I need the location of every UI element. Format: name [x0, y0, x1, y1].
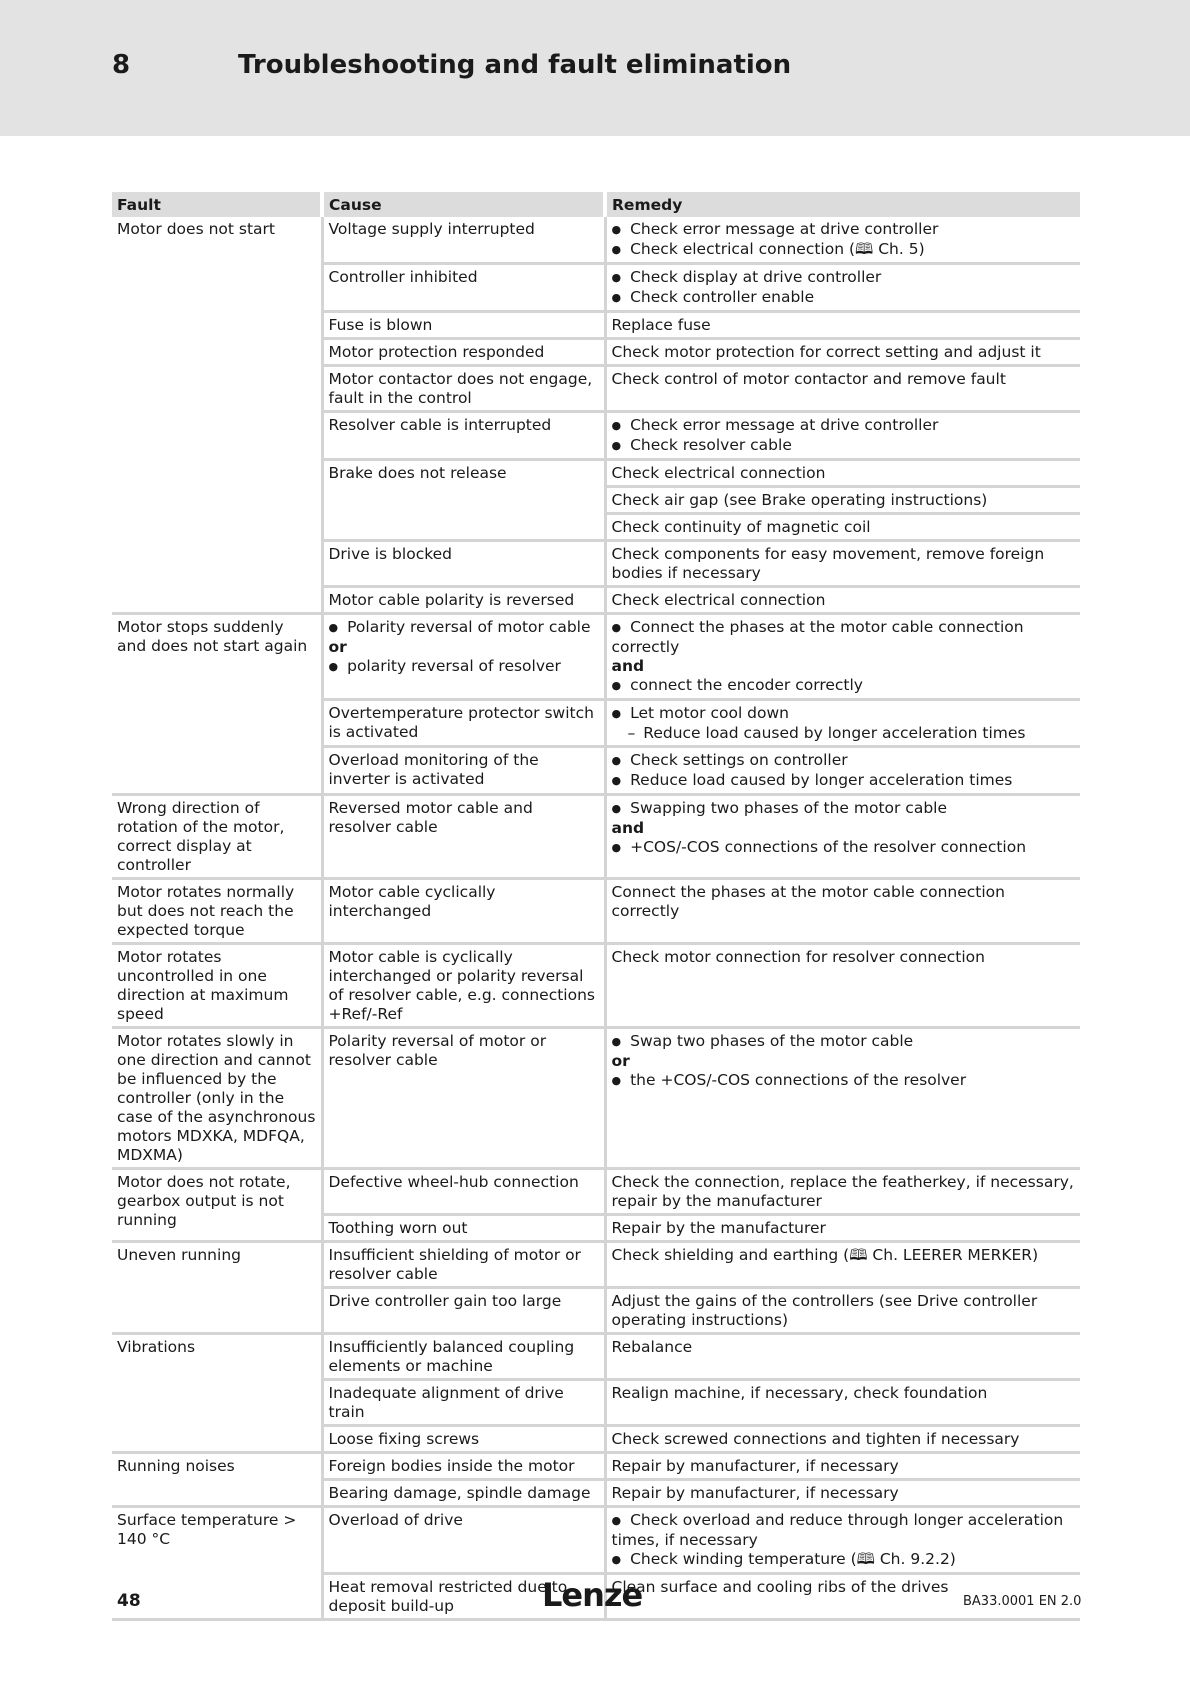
conjunction: and [611, 819, 645, 837]
remedy-cell [605, 541, 1080, 587]
cell-text: Repair by manufacturer, if necessary [611, 1457, 899, 1475]
cell-text: Check electrical connection [611, 591, 826, 609]
remedy-cell [605, 795, 1080, 879]
cause-cell: Insufficient shielding of motor or resolver cable [322, 1242, 605, 1288]
table-row [112, 1028, 1080, 1169]
table-body [112, 217, 1080, 1620]
remedy-cell [605, 1028, 1080, 1169]
page-number: 48 [117, 1591, 141, 1611]
remedy-cell [605, 217, 1080, 264]
remedy-cell [605, 1215, 1080, 1242]
cell-text: Connect the phases at the motor cable connection correctly [611, 883, 1005, 920]
cell-text: Check shielding and earthing (🕮 Ch. LEERER MERKER) [611, 1246, 1039, 1264]
bullet-item: ● Swap two phases of the motor cable [612, 1032, 1077, 1052]
table-row [112, 217, 1080, 264]
lenze-logo: Lenze [542, 1576, 643, 1614]
cell-text: Check the connection, replace the featherkey, if necessary, repair by the manufacturer [611, 1173, 1074, 1210]
remedy-cell [605, 1242, 1080, 1288]
cell-text: Realign machine, if necessary, check foundation [611, 1384, 988, 1402]
table-row [112, 1507, 1080, 1574]
remedy-cell [605, 1380, 1080, 1426]
cell-text: Adjust the gains of the controllers (see Drive controller operating instructions) [611, 1292, 1038, 1329]
cause-cell: Controller inhibited [322, 264, 605, 312]
remedy-cell [605, 614, 1080, 700]
bullet-item: ● Swapping two phases of the motor cable [612, 799, 1077, 819]
fault-cell: Uneven running [112, 1242, 322, 1334]
remedy-cell [605, 1453, 1080, 1480]
remedy-cell [605, 700, 1080, 747]
column-header-remedy: Remedy [605, 192, 1080, 217]
bullet-item: ● polarity reversal of resolver [329, 657, 600, 677]
cause-cell: Motor cable cyclically interchanged [322, 879, 605, 944]
document-reference: BA33.0001 EN 2.0 [963, 1594, 1082, 1609]
cause-cell: Reversed motor cable and resolver cable [322, 795, 605, 879]
bullet-item: ● Check controller enable [612, 288, 1077, 308]
remedy-cell [605, 1480, 1080, 1507]
cause-cell: Voltage supply interrupted [322, 217, 605, 264]
remedy-cell [605, 312, 1080, 339]
cell-text: Replace fuse [611, 316, 711, 334]
bullet-item: ● Check error message at drive controller [612, 220, 1077, 240]
bullet-item: ● Check overload and reduce through longer acceleration times, if necessary [612, 1511, 1077, 1550]
table-row [112, 1242, 1080, 1288]
bullet-item: ● Check electrical connection (🕮 Ch. 5) [612, 240, 1077, 260]
cause-cell: Motor protection responded [322, 339, 605, 366]
bullet-item: ● Connect the phases at the motor cable connection correctly [612, 618, 1077, 657]
bullet-item: ● the +COS/-COS connections of the resolver [612, 1071, 1077, 1091]
fault-cell: Motor stops suddenly and does not start again [112, 614, 322, 795]
remedy-cell [605, 879, 1080, 944]
cause-cell [322, 614, 605, 700]
bullet-item: ● Reduce load caused by longer acceleration times [612, 771, 1077, 791]
fault-cell: Wrong direction of rotation of the motor, correct display at controller [112, 795, 322, 879]
cause-cell: Insufficiently balanced coupling elements or machine [322, 1334, 605, 1380]
column-header-fault: Fault [112, 192, 322, 217]
cause-cell: Overload of drive [322, 1507, 605, 1574]
cause-cell: Overtemperature protector switch is activated [322, 700, 605, 747]
cause-cell: Loose fixing screws [322, 1426, 605, 1453]
cause-cell: Heat removal restricted due to deposit build-up [322, 1574, 605, 1620]
remedy-cell [605, 339, 1080, 366]
remedy-cell [605, 1334, 1080, 1380]
table-header-row [112, 192, 1080, 217]
table-row [112, 614, 1080, 700]
cause-cell: Drive is blocked [322, 541, 605, 587]
bullet-item: ● Check display at drive controller [612, 268, 1077, 288]
remedy-cell [605, 1288, 1080, 1334]
conjunction: and [611, 657, 645, 675]
cell-text: Check motor protection for correct setting and adjust it [611, 343, 1041, 361]
bullet-item: ● Let motor cool down [612, 704, 1077, 724]
chapter-title: Troubleshooting and fault elimination [238, 50, 792, 80]
cause-cell: Motor cable polarity is reversed [322, 587, 605, 614]
cell-text: Repair by manufacturer, if necessary [611, 1484, 899, 1502]
troubleshooting-table [112, 192, 1080, 1621]
cause-cell: Motor cable is cyclically interchanged or polarity reversal of resolver cable, e.g. connections +Ref/-Ref [322, 944, 605, 1028]
fault-cell: Surface temperature > 140 °C [112, 1507, 322, 1620]
remedy-cell [605, 1426, 1080, 1453]
bullet-item: ● Check error message at drive controller [612, 416, 1077, 436]
fault-cell: Motor rotates slowly in one direction and cannot be influenced by the controller (only in the case of the asynchronous motors MDXKA, MDFQA, MDXMA) [112, 1028, 322, 1169]
conjunction: or [328, 638, 347, 656]
cell-text: Check components for easy movement, remove foreign bodies if necessary [611, 545, 1045, 582]
table-row [112, 944, 1080, 1028]
remedy-cell [605, 747, 1080, 795]
fault-cell: Vibrations [112, 1334, 322, 1453]
remedy-cell [605, 1169, 1080, 1215]
fault-cell: Running noises [112, 1453, 322, 1507]
bullet-item: ● +COS/-COS connections of the resolver connection [612, 838, 1077, 858]
cause-cell: Fuse is blown [322, 312, 605, 339]
fault-cell: Motor does not start [112, 217, 322, 614]
remedy-cell [605, 412, 1080, 460]
cell-text: Clean surface and cooling ribs of the drives [611, 1578, 949, 1596]
cell-text: Check control of motor contactor and remove fault [611, 370, 1006, 388]
dash-item: – Reduce load caused by longer acceleration times [612, 724, 1077, 743]
cell-text: Repair by the manufacturer [611, 1219, 826, 1237]
table-row [112, 1453, 1080, 1480]
fault-cell: Motor rotates uncontrolled in one direction at maximum speed [112, 944, 322, 1028]
cell-text: Rebalance [611, 1338, 693, 1356]
bullet-item: ● Check resolver cable [612, 436, 1077, 456]
chapter-number: 8 [112, 50, 131, 80]
cause-cell: Brake does not release [322, 460, 605, 541]
table-row [112, 1169, 1080, 1215]
cell-text: Check screwed connections and tighten if necessary [611, 1430, 1020, 1448]
cause-cell: Foreign bodies inside the motor [322, 1453, 605, 1480]
table-row [112, 1334, 1080, 1380]
column-header-cause: Cause [322, 192, 605, 217]
cell-text: Check continuity of magnetic coil [611, 518, 871, 536]
remedy-cell [605, 366, 1080, 412]
cell-text: Check electrical connection [611, 464, 826, 482]
cell-text: Check air gap (see Brake operating instructions) [611, 491, 988, 509]
remedy-cell [605, 487, 1080, 514]
cause-cell: Drive controller gain too large [322, 1288, 605, 1334]
bullet-item: ● Check winding temperature (🕮 Ch. 9.2.2) [612, 1550, 1077, 1570]
cause-cell: Toothing worn out [322, 1215, 605, 1242]
remedy-cell [605, 1507, 1080, 1574]
remedy-cell [605, 264, 1080, 312]
table-row [112, 879, 1080, 944]
remedy-cell [605, 944, 1080, 1028]
cell-text: Check motor connection for resolver connection [611, 948, 985, 966]
remedy-cell [605, 514, 1080, 541]
cause-cell: Bearing damage, spindle damage [322, 1480, 605, 1507]
cause-cell: Overload monitoring of the inverter is activated [322, 747, 605, 795]
cause-cell: Inadequate alignment of drive train [322, 1380, 605, 1426]
bullet-item: ● Check settings on controller [612, 751, 1077, 771]
bullet-item: ● Polarity reversal of motor cable [329, 618, 600, 638]
fault-cell: Motor does not rotate, gearbox output is not running [112, 1169, 322, 1242]
table-row [112, 795, 1080, 879]
bullet-item: ● connect the encoder correctly [612, 676, 1077, 696]
remedy-cell [605, 460, 1080, 487]
cause-cell: Polarity reversal of motor or resolver cable [322, 1028, 605, 1169]
conjunction: or [611, 1052, 630, 1070]
fault-cell: Motor rotates normally but does not reach the expected torque [112, 879, 322, 944]
cause-cell: Resolver cable is interrupted [322, 412, 605, 460]
cause-cell: Defective wheel-hub connection [322, 1169, 605, 1215]
remedy-cell [605, 587, 1080, 614]
cause-cell: Motor contactor does not engage, fault in the control [322, 366, 605, 412]
